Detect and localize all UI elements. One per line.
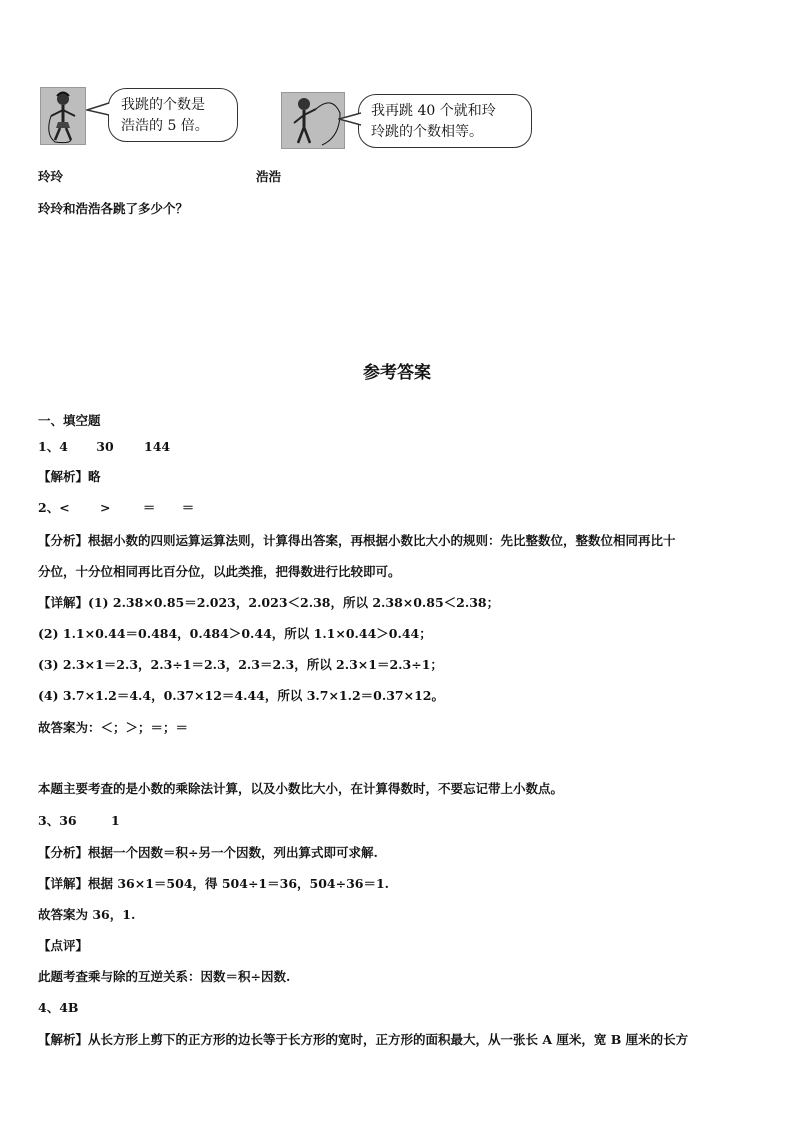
haohao-speech-line-2: 玲跳的个数相等。 — [371, 124, 483, 140]
q1-answer — [38, 437, 170, 455]
lingling-speech-line-1: 我跳的个数是 — [121, 97, 205, 113]
q2-summary: 本题主要考查的是小数的乘除法计算，以及小数比大小，在计算得数时，不要忘记带上小数点。 — [38, 781, 564, 796]
q3-answer-2: 1 — [110, 813, 120, 828]
haohao-label: 浩浩 — [256, 169, 282, 184]
jump-rope-boy-icon — [282, 93, 344, 148]
q1-jiexi: 【解析】略 — [38, 469, 101, 484]
q1-answer-3: 144 — [144, 439, 171, 454]
q3-final-answer: 故答案为 36，1. — [38, 907, 136, 922]
answers-title: 参考答案 — [363, 363, 431, 383]
jump-rope-girl-icon — [41, 88, 85, 144]
q2-xiangjie-line-4: (4) 3.7×1.2＝4.4，0.37×12＝4.44，所以 3.7×1.2＝0.37×12。 — [38, 688, 444, 703]
section-fill-blank: 一、填空题 — [38, 413, 101, 428]
q2-number: 2、< — [38, 500, 70, 515]
q2-fenxi-line-2: 分位，十分位相同再比百分位，以此类推，把得数进行比较即可。 — [38, 564, 401, 579]
haohao-speech-bubble — [358, 94, 532, 148]
q2-final-answer: 故答案为：＜；＞；＝；＝ — [38, 720, 189, 735]
q2-answer-2: > — [100, 500, 111, 515]
lingling-label: 玲玲 — [38, 169, 64, 184]
q3-fenxi: 【分析】根据一个因数＝积÷另一个因数，列出算式即可求解. — [38, 845, 378, 860]
haohao-bubble-tail — [338, 110, 362, 130]
problem-question: 玲玲和浩浩各跳了多少个？ — [38, 201, 189, 216]
q2-fenxi-line-1: 【分析】根据小数的四则运算运算法则，计算得出答案，再根据小数比大小的规则：先比整数位，整数位相同再比十 — [38, 533, 676, 548]
q4-answer: 4、4B — [38, 1000, 79, 1015]
q3-dianping: 此题考查乘与除的互逆关系：因数＝积÷因数. — [38, 969, 291, 984]
q2-xiangjie-line-3: (3) 2.3×1＝2.3，2.3÷1＝2.3，2.3＝2.3，所以 2.3×1＝2.3÷1； — [38, 657, 443, 672]
q3-dianping-label: 【点评】 — [38, 938, 89, 953]
lingling-bubble-tail — [86, 100, 110, 120]
q2-xiangjie-line-2: (2) 1.1×0.44＝0.484，0.484＞0.44，所以 1.1×0.44＞0.44； — [38, 626, 432, 641]
q2-xiangjie-line-1: 【详解】(1) 2.38×0.85＝2.023，2.023＜2.38，所以 2.38×0.85＜2.38； — [38, 595, 500, 610]
lingling-speech-line-2: 浩浩的 5 倍。 — [121, 118, 209, 134]
q3-xiangjie: 【详解】根据 36×1＝504，得 504÷1＝36，504÷36＝1. — [38, 876, 390, 891]
lingling-speech-bubble — [108, 88, 238, 142]
q2-answer-4: ＝ — [181, 500, 195, 515]
q2-answer — [38, 498, 194, 516]
q2-answer-3: ＝ — [142, 500, 156, 515]
q3-answer — [38, 811, 120, 829]
haohao-illustration — [281, 92, 345, 149]
haohao-speech-line-1: 我再跳 40 个就和玲 — [371, 103, 496, 119]
lingling-illustration — [40, 87, 86, 145]
q1-answer-2: 30 — [96, 439, 114, 454]
q4-jiexi: 【解析】从长方形上剪下的正方形的边长等于长方形的宽时，正方形的面积最大，从一张长 A 厘米，宽 B 厘米的长方 — [38, 1032, 689, 1047]
q1-number: 1、4 — [38, 439, 68, 454]
q3-number: 3、36 — [38, 813, 77, 828]
